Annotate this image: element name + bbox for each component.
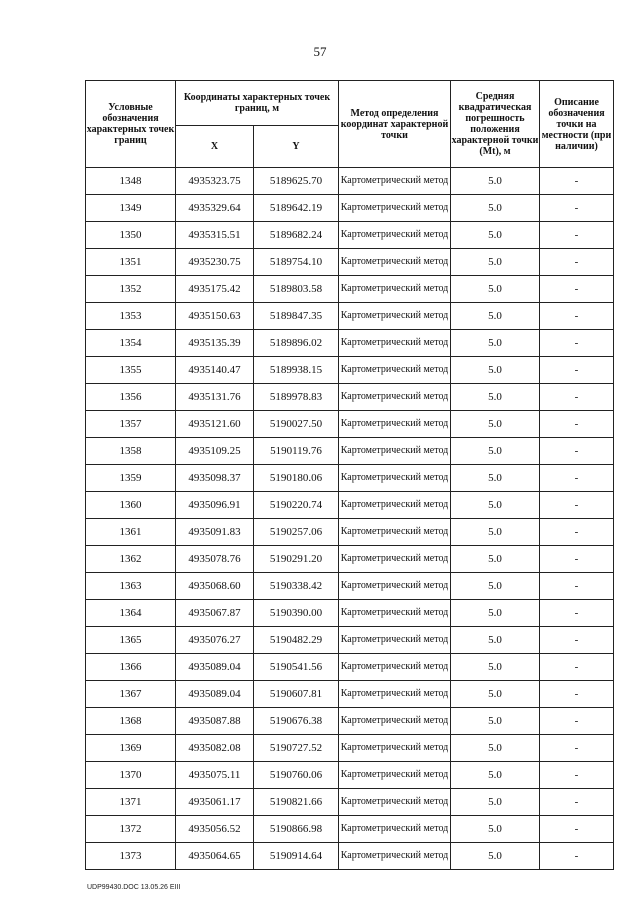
y-coordinate-cell: 5189978.83 — [254, 384, 339, 411]
table-row — [86, 357, 614, 384]
description-cell: - — [540, 708, 614, 735]
y-coordinate-cell: 5189625.70 — [254, 168, 339, 195]
y-coordinate-cell: 5190180.06 — [254, 465, 339, 492]
accuracy-cell: 5.0 — [451, 654, 540, 681]
accuracy-cell: 5.0 — [451, 168, 540, 195]
table-row — [86, 249, 614, 276]
x-coordinate-cell: 4935075.11 — [176, 762, 254, 789]
table-row — [86, 843, 614, 870]
method-cell: Картометрический метод — [339, 708, 451, 735]
description-cell: - — [540, 438, 614, 465]
method-cell: Картометрический метод — [339, 195, 451, 222]
x-coordinate-cell: 4935135.39 — [176, 330, 254, 357]
description-cell: - — [540, 789, 614, 816]
header-point-id: Условные обозначения характерных точек границ — [86, 81, 176, 168]
accuracy-cell: 5.0 — [451, 519, 540, 546]
x-coordinate-cell: 4935230.75 — [176, 249, 254, 276]
description-cell: - — [540, 465, 614, 492]
accuracy-cell: 5.0 — [451, 735, 540, 762]
y-coordinate-cell: 5189938.15 — [254, 357, 339, 384]
table-row — [86, 627, 614, 654]
description-cell: - — [540, 384, 614, 411]
method-cell: Картометрический метод — [339, 519, 451, 546]
x-coordinate-cell: 4935089.04 — [176, 654, 254, 681]
table-body — [86, 168, 614, 870]
description-cell: - — [540, 546, 614, 573]
y-coordinate-cell: 5190866.98 — [254, 816, 339, 843]
x-coordinate-cell: 4935064.65 — [176, 843, 254, 870]
point-id-cell: 1349 — [86, 195, 176, 222]
x-coordinate-cell: 4935131.76 — [176, 384, 254, 411]
header-method: Метод определения координат характерной точки — [339, 81, 451, 168]
point-id-cell: 1363 — [86, 573, 176, 600]
x-coordinate-cell: 4935076.27 — [176, 627, 254, 654]
x-coordinate-cell: 4935068.60 — [176, 573, 254, 600]
table-row — [86, 222, 614, 249]
method-cell: Картометрический метод — [339, 303, 451, 330]
description-cell: - — [540, 411, 614, 438]
description-cell: - — [540, 654, 614, 681]
table-row — [86, 789, 614, 816]
accuracy-cell: 5.0 — [451, 681, 540, 708]
description-cell: - — [540, 276, 614, 303]
table-row — [86, 330, 614, 357]
method-cell: Картометрический метод — [339, 546, 451, 573]
accuracy-cell: 5.0 — [451, 762, 540, 789]
x-coordinate-cell: 4935121.60 — [176, 411, 254, 438]
method-cell: Картометрический метод — [339, 762, 451, 789]
point-id-cell: 1359 — [86, 465, 176, 492]
y-coordinate-cell: 5190541.56 — [254, 654, 339, 681]
x-coordinate-cell: 4935109.25 — [176, 438, 254, 465]
description-cell: - — [540, 519, 614, 546]
method-cell: Картометрический метод — [339, 816, 451, 843]
header-accuracy: Средняя квадратическая погрешность положения характерной точки (Mt), м — [451, 81, 540, 168]
point-id-cell: 1362 — [86, 546, 176, 573]
header-coordinates: Координаты характерных точек границ, м — [176, 81, 339, 126]
method-cell: Картометрический метод — [339, 276, 451, 303]
table-row — [86, 438, 614, 465]
page-number: 57 — [313, 44, 327, 59]
point-id-cell: 1350 — [86, 222, 176, 249]
accuracy-cell: 5.0 — [451, 330, 540, 357]
table-row — [86, 411, 614, 438]
description-cell: - — [540, 303, 614, 330]
method-cell: Картометрический метод — [339, 843, 451, 870]
method-cell: Картометрический метод — [339, 492, 451, 519]
y-coordinate-cell: 5190390.00 — [254, 600, 339, 627]
point-id-cell: 1348 — [86, 168, 176, 195]
description-cell: - — [540, 843, 614, 870]
x-coordinate-cell: 4935098.37 — [176, 465, 254, 492]
accuracy-cell: 5.0 — [451, 384, 540, 411]
x-coordinate-cell: 4935150.63 — [176, 303, 254, 330]
table-row — [86, 735, 614, 762]
y-coordinate-cell: 5189754.10 — [254, 249, 339, 276]
accuracy-cell: 5.0 — [451, 573, 540, 600]
description-cell: - — [540, 330, 614, 357]
x-coordinate-cell: 4935056.52 — [176, 816, 254, 843]
accuracy-cell: 5.0 — [451, 843, 540, 870]
method-cell: Картометрический метод — [339, 627, 451, 654]
method-cell: Картометрический метод — [339, 681, 451, 708]
method-cell: Картометрический метод — [339, 600, 451, 627]
table-row — [86, 546, 614, 573]
table-row — [86, 708, 614, 735]
y-coordinate-cell: 5190119.76 — [254, 438, 339, 465]
point-id-cell: 1371 — [86, 789, 176, 816]
table-row — [86, 303, 614, 330]
point-id-cell: 1360 — [86, 492, 176, 519]
description-cell: - — [540, 627, 614, 654]
description-cell: - — [540, 249, 614, 276]
x-coordinate-cell: 4935140.47 — [176, 357, 254, 384]
table-row — [86, 600, 614, 627]
table-row — [86, 492, 614, 519]
x-coordinate-cell: 4935067.87 — [176, 600, 254, 627]
method-cell: Картометрический метод — [339, 654, 451, 681]
accuracy-cell: 5.0 — [451, 222, 540, 249]
coordinates-table — [85, 80, 614, 870]
x-coordinate-cell: 4935061.17 — [176, 789, 254, 816]
accuracy-cell: 5.0 — [451, 438, 540, 465]
header-x: X — [176, 126, 254, 168]
accuracy-cell: 5.0 — [451, 600, 540, 627]
accuracy-cell: 5.0 — [451, 492, 540, 519]
point-id-cell: 1352 — [86, 276, 176, 303]
point-id-cell: 1353 — [86, 303, 176, 330]
point-id-cell: 1372 — [86, 816, 176, 843]
description-cell: - — [540, 573, 614, 600]
x-coordinate-cell: 4935087.88 — [176, 708, 254, 735]
x-coordinate-cell: 4935089.04 — [176, 681, 254, 708]
accuracy-cell: 5.0 — [451, 627, 540, 654]
description-cell: - — [540, 681, 614, 708]
accuracy-cell: 5.0 — [451, 708, 540, 735]
point-id-cell: 1361 — [86, 519, 176, 546]
point-id-cell: 1369 — [86, 735, 176, 762]
point-id-cell: 1365 — [86, 627, 176, 654]
table-row — [86, 276, 614, 303]
x-coordinate-cell: 4935323.75 — [176, 168, 254, 195]
point-id-cell: 1351 — [86, 249, 176, 276]
y-coordinate-cell: 5189896.02 — [254, 330, 339, 357]
table-row — [86, 681, 614, 708]
point-id-cell: 1357 — [86, 411, 176, 438]
description-cell: - — [540, 168, 614, 195]
y-coordinate-cell: 5190676.38 — [254, 708, 339, 735]
accuracy-cell: 5.0 — [451, 276, 540, 303]
accuracy-cell: 5.0 — [451, 357, 540, 384]
x-coordinate-cell: 4935175.42 — [176, 276, 254, 303]
table-row — [86, 195, 614, 222]
point-id-cell: 1370 — [86, 762, 176, 789]
method-cell: Картометрический метод — [339, 168, 451, 195]
method-cell: Картометрический метод — [339, 222, 451, 249]
table-row — [86, 762, 614, 789]
table-row — [86, 816, 614, 843]
header-description: Описание обозначения точки на местности (при наличии) — [540, 81, 614, 168]
accuracy-cell: 5.0 — [451, 195, 540, 222]
y-coordinate-cell: 5190220.74 — [254, 492, 339, 519]
accuracy-cell: 5.0 — [451, 465, 540, 492]
point-id-cell: 1366 — [86, 654, 176, 681]
x-coordinate-cell: 4935082.08 — [176, 735, 254, 762]
method-cell: Картометрический метод — [339, 411, 451, 438]
accuracy-cell: 5.0 — [451, 411, 540, 438]
accuracy-cell: 5.0 — [451, 789, 540, 816]
point-id-cell: 1368 — [86, 708, 176, 735]
y-coordinate-cell: 5189642.19 — [254, 195, 339, 222]
x-coordinate-cell: 4935329.64 — [176, 195, 254, 222]
method-cell: Картометрический метод — [339, 573, 451, 600]
y-coordinate-cell: 5189803.58 — [254, 276, 339, 303]
method-cell: Картометрический метод — [339, 735, 451, 762]
method-cell: Картометрический метод — [339, 465, 451, 492]
point-id-cell: 1364 — [86, 600, 176, 627]
description-cell: - — [540, 195, 614, 222]
description-cell: - — [540, 492, 614, 519]
x-coordinate-cell: 4935091.83 — [176, 519, 254, 546]
y-coordinate-cell: 5190914.64 — [254, 843, 339, 870]
footer-doc-ref: UDP99430.DOC 13.05.26 EIII — [87, 884, 181, 891]
method-cell: Картометрический метод — [339, 384, 451, 411]
method-cell: Картометрический метод — [339, 249, 451, 276]
method-cell: Картометрический метод — [339, 357, 451, 384]
point-id-cell: 1358 — [86, 438, 176, 465]
description-cell: - — [540, 762, 614, 789]
description-cell: - — [540, 222, 614, 249]
method-cell: Картометрический метод — [339, 438, 451, 465]
point-id-cell: 1354 — [86, 330, 176, 357]
description-cell: - — [540, 357, 614, 384]
x-coordinate-cell: 4935096.91 — [176, 492, 254, 519]
y-coordinate-cell: 5190727.52 — [254, 735, 339, 762]
point-id-cell: 1355 — [86, 357, 176, 384]
point-id-cell: 1356 — [86, 384, 176, 411]
y-coordinate-cell: 5190257.06 — [254, 519, 339, 546]
y-coordinate-cell: 5190482.29 — [254, 627, 339, 654]
y-coordinate-cell: 5189682.24 — [254, 222, 339, 249]
method-cell: Картометрический метод — [339, 789, 451, 816]
description-cell: - — [540, 816, 614, 843]
x-coordinate-cell: 4935315.51 — [176, 222, 254, 249]
table-row — [86, 384, 614, 411]
y-coordinate-cell: 5190607.81 — [254, 681, 339, 708]
table-row — [86, 519, 614, 546]
table-row — [86, 573, 614, 600]
table-row — [86, 654, 614, 681]
y-coordinate-cell: 5189847.35 — [254, 303, 339, 330]
table-row — [86, 465, 614, 492]
accuracy-cell: 5.0 — [451, 303, 540, 330]
table-header — [86, 81, 614, 168]
description-cell: - — [540, 600, 614, 627]
y-coordinate-cell: 5190760.06 — [254, 762, 339, 789]
accuracy-cell: 5.0 — [451, 249, 540, 276]
method-cell: Картометрический метод — [339, 330, 451, 357]
accuracy-cell: 5.0 — [451, 816, 540, 843]
y-coordinate-cell: 5190291.20 — [254, 546, 339, 573]
table-row — [86, 168, 614, 195]
accuracy-cell: 5.0 — [451, 546, 540, 573]
point-id-cell: 1373 — [86, 843, 176, 870]
description-cell: - — [540, 735, 614, 762]
x-coordinate-cell: 4935078.76 — [176, 546, 254, 573]
y-coordinate-cell: 5190338.42 — [254, 573, 339, 600]
y-coordinate-cell: 5190821.66 — [254, 789, 339, 816]
header-y: Y — [254, 126, 339, 168]
point-id-cell: 1367 — [86, 681, 176, 708]
y-coordinate-cell: 5190027.50 — [254, 411, 339, 438]
